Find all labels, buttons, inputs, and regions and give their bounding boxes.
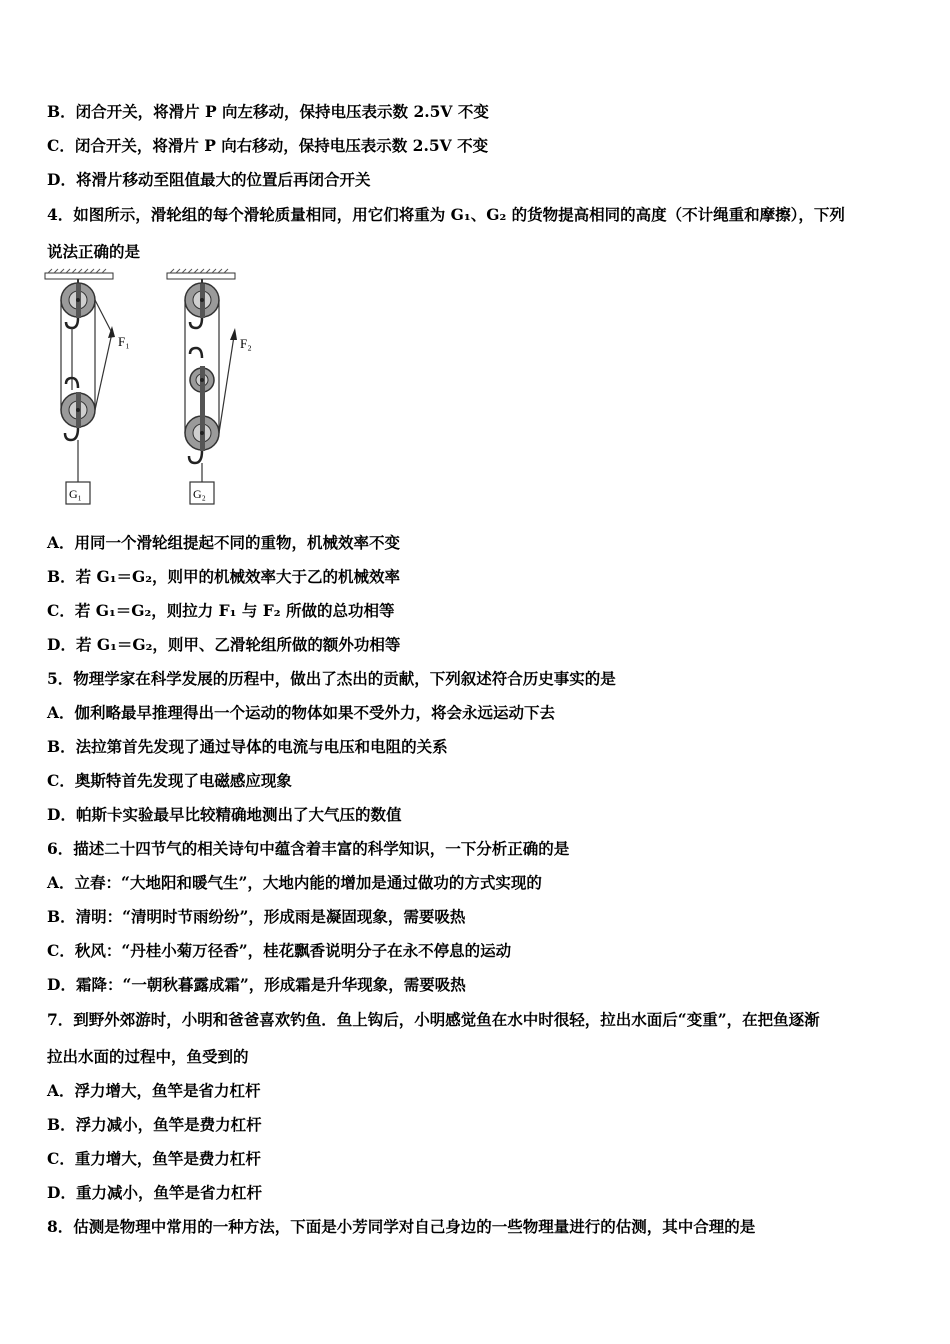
q6-option-b: B．清明：“清明时节雨纷纷”，形成雨是凝固现象，需要吸热 (47, 907, 466, 926)
q5-stem: 5．物理学家在科学发展的历程中，做出了杰出的贡献，下列叙述符合历史事实的是 (47, 669, 616, 688)
q3-option-d: D．将滑片移动至阻值最大的位置后再闭合开关 (47, 170, 371, 189)
q7-stem-line1: 7．到野外郊游时，小明和爸爸喜欢钓鱼．鱼上钩后，小明感觉鱼在水中时很轻，拉出水面后“变重”，在把鱼逐渐 (47, 1010, 820, 1029)
q7-stem-line2: 拉出水面的过程中，鱼受到的 (47, 1047, 249, 1066)
pulley-system-right (167, 269, 237, 504)
q6-option-a: A．立春：“大地阳和暖气生”，大地内能的增加是通过做功的方式实现的 (47, 873, 542, 892)
q7-option-d: D．重力减小，鱼竿是省力杠杆 (47, 1183, 262, 1202)
label-f2: F₂ (240, 336, 252, 351)
q4-option-c: C．若 G₁＝G₂，则拉力 F₁ 与 F₂ 所做的总功相等 (47, 601, 395, 620)
q3-option-c: C．闭合开关，将滑片 P 向右移动，保持电压表示数 2.5V 不变 (47, 136, 489, 155)
label-g1: G₁ (69, 487, 82, 501)
q4-option-a: A．用同一个滑轮组提起不同的重物，机械效率不变 (47, 533, 401, 552)
q4-option-d: D．若 G₁＝G₂，则甲、乙滑轮组所做的额外功相等 (47, 635, 401, 654)
q6-option-d: D．霜降：“一朝秋暮露成霜”，形成霜是升华现象，需要吸热 (47, 975, 466, 994)
pulley-system-left (45, 269, 115, 504)
q3-option-b: B．闭合开关，将滑片 P 向左移动，保持电压表示数 2.5V 不变 (47, 102, 489, 121)
q7-option-a: A．浮力增大，鱼竿是省力杠杆 (47, 1081, 261, 1100)
q5-option-c: C．奥斯特首先发现了电磁感应现象 (47, 771, 292, 790)
q8-stem: 8．估测是物理中常用的一种方法，下面是小芳同学对自己身边的一些物理量进行的估测，其中合理的是 (47, 1217, 756, 1236)
q5-option-d: D．帕斯卡实验最早比较精确地测出了大气压的数值 (47, 805, 402, 824)
q4-stem-line1: 4．如图所示，滑轮组的每个滑轮质量相同，用它们将重为 G₁、G₂ 的货物提高相同的高度（不计绳重和摩擦），下列 (47, 205, 845, 224)
q6-stem: 6．描述二十四节气的相关诗句中蕴含着丰富的科学知识，一下分析正确的是 (47, 839, 570, 858)
pulley-figure (40, 268, 250, 513)
q5-option-a: A．伽利略最早推理得出一个运动的物体如果不受外力，将会永远运动下去 (47, 703, 556, 722)
q4-stem-line2: 说法正确的是 (47, 242, 141, 261)
q5-option-b: B．法拉第首先发现了通过导体的电流与电压和电阻的关系 (47, 737, 448, 756)
q7-option-c: C．重力增大，鱼竿是费力杠杆 (47, 1149, 261, 1168)
q7-option-b: B．浮力减小，鱼竿是费力杠杆 (47, 1115, 262, 1134)
label-f1: F₁ (118, 334, 130, 349)
q4-option-b: B．若 G₁＝G₂，则甲的机械效率大于乙的机械效率 (47, 567, 401, 586)
label-g2: G₂ (193, 487, 206, 501)
q6-option-c: C．秋风：“丹桂小菊万径香”，桂花飘香说明分子在永不停息的运动 (47, 941, 512, 960)
